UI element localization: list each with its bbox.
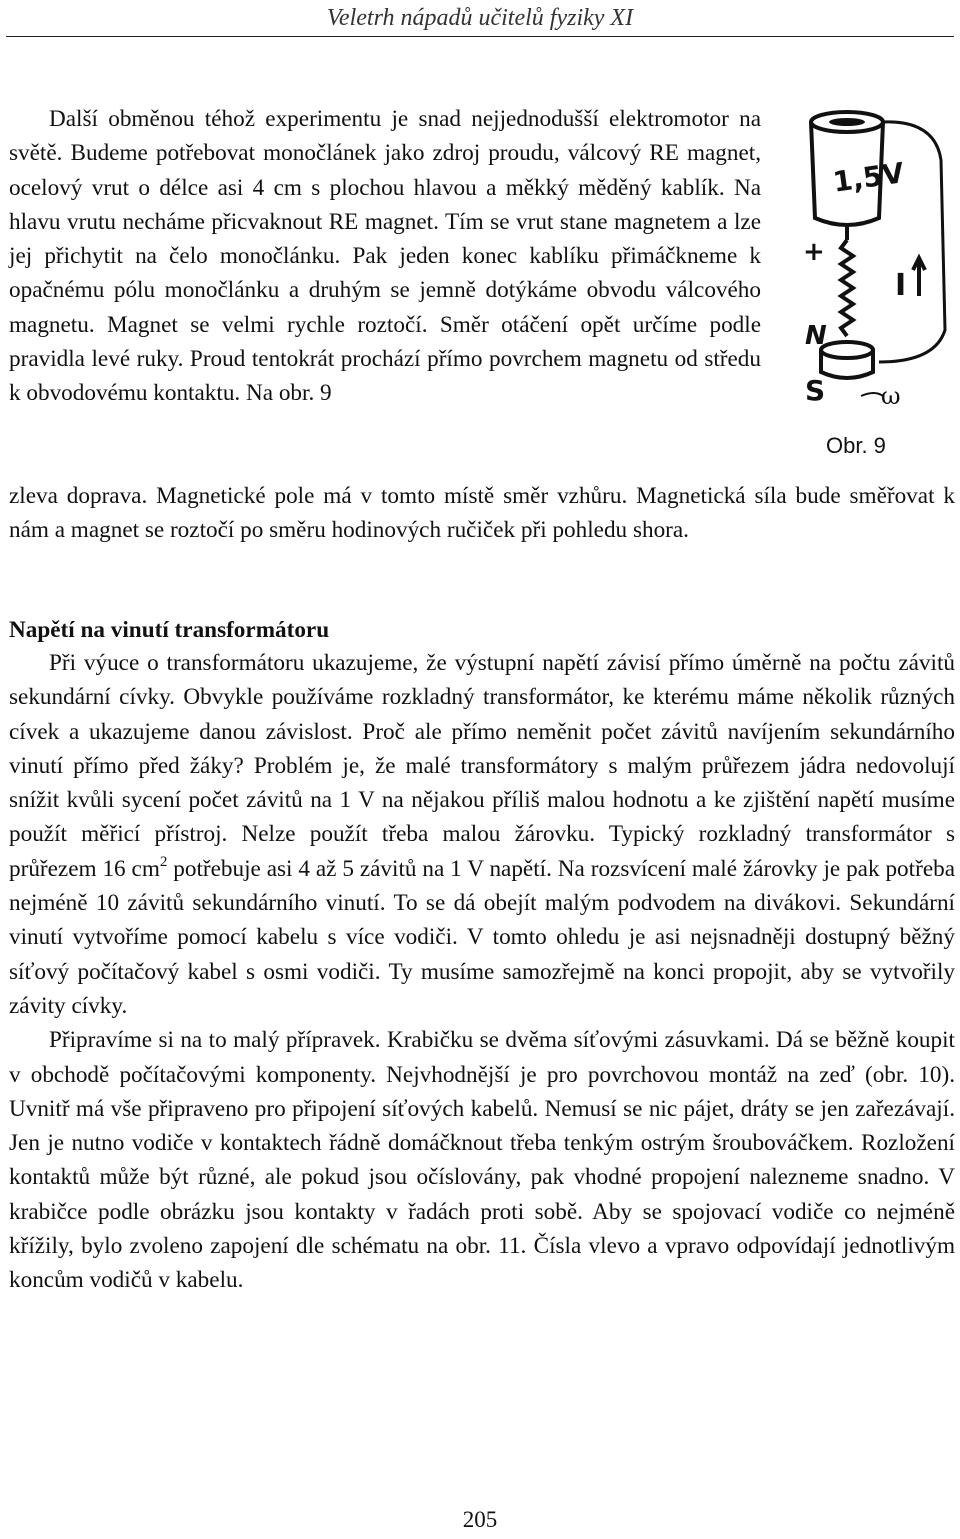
figure-9-homopolar-motor bbox=[795, 100, 955, 420]
squared-superscript: 2 bbox=[159, 853, 168, 870]
intro-wrapped-paragraph bbox=[9, 102, 761, 411]
battery-terminal bbox=[829, 118, 865, 126]
motor-drawing bbox=[795, 100, 955, 420]
intro-continued-paragraph bbox=[9, 479, 955, 548]
section-heading: Napětí na vinutí transformátoru bbox=[9, 617, 330, 643]
north-label: N bbox=[805, 321, 827, 351]
rotation-arrow-icon bbox=[861, 393, 883, 396]
south-label: S bbox=[805, 374, 826, 407]
omega-label: ω bbox=[881, 382, 901, 410]
paragraph-1-part-2: potřebuje asi 4 až 5 závitů na 1 V napětí. Na rozsvícení malé žárovky je pak potřeba nejméně 10 závitů sekundárního vinutí. To se dá obejít malým podvodem na divákovi. Sekundární vinutí vytvoříme pomocí kabelu s více vodiči. V tomto ohledu je asi nejsnadněji dostupný běžný síťový počítačový kabel s osmi vodiči. Ty musíme samozřejmě na konci propojit, aby se vytvořily závity cívky. bbox=[9, 855, 955, 1019]
transformer-paragraph-1 bbox=[9, 646, 955, 1023]
intro-continued-text: zleva doprava. Magnetické pole má v tomto místě směr vzhůru. Magnetická síla bude směřovat k nám a magnet se roztočí po směru hodinových ručiček při pohledu shora. bbox=[9, 483, 955, 544]
voltage-label: 1,5V bbox=[830, 156, 907, 199]
running-header bbox=[0, 0, 960, 40]
figure-9-caption: Obr. 9 bbox=[826, 433, 886, 458]
current-arrow-icon bbox=[913, 258, 925, 296]
plus-label: + bbox=[803, 237, 825, 267]
running-title: Veletrh nápadů učitelů fyziky XI bbox=[326, 5, 634, 31]
paragraph-1-part-1: Při výuce o transformátoru ukazujeme, že výstupní napětí závisí přímo úměrně na počtu závitů sekundární cívky. Obvykle používáme rozkladný transformátor, ke kterému máme několik různých cívek a ukazujeme danou závislost. Proč ale přímo neměnit počet závitů navíjením sekundárního vinutí přímo před žáky? Problém je, že malé transformátory s malým průřezem jádra nedovolují snížit kvůli sycení počet závitů na 1 V na nějakou příliš malou hodnotu a ke zjištění napětí musíme použít měřicí přístroj. Nelze použít třeba malou žárovku. Typický rozkladný transformátor s průřezem 16 cm bbox=[9, 650, 955, 882]
magnet-top bbox=[821, 342, 873, 358]
page-number: 205 bbox=[462, 1507, 498, 1532]
intro-paragraph-text: Další obměnou téhož experimentu je snad nejjednodušší elektromotor na světě. Budeme potřebovat monočlánek jako zdroj proudu, válcový RE magnet, ocelový vrut o délce asi 4 cm s plochou hlavou a měkký měděný kablík. Na hlavu vrutu necháme přicvaknout RE magnet. Tím se vrut stane magnetem a lze jej přichytit na čelo monočlánku. Pak jeden konec kablíku přimáčkneme k opačnému pólu monočlánku a druhým se jemně dotýkáme obvodu válcového magnetu. Magnet se velmi rychle roztočí. Směr otáčení opět určíme podle pravidla levé ruky. Proud tentokrát prochází přímo povrchem magnetu od středu k obvodovému kontaktu. Na obr. 9 bbox=[9, 106, 761, 407]
header-divider bbox=[6, 36, 954, 37]
transformer-section bbox=[9, 646, 955, 1298]
current-label: I bbox=[895, 268, 907, 303]
transformer-paragraph-2: Připravíme si na to malý přípravek. Krabičku se dvěma síťovými zásuvkami. Dá se běžně koupit v obchodě počítačovými komponenty. Nejvhodnější je pro povrchovou montáž na zeď (obr. 10). Uvnitř má vše připraveno pro připojení síťových kabelů. Nemusí se nic pájet, dráty se jen zařezávají. Jen je nutno vodiče v kontaktech řádně domáčknout třeba tenkým ostrým šroubováčkem. Rozložení kontaktů může být různé, ale pokud jsou očíslovány, pak vhodné propojení nalezneme snadno. V krabičce podle obrázku jsou kontakty v řadách proti sobě. Aby se spojovací vodiče co nejméně křížily, bylo zvoleno zapojení dle schématu na obr. 11. Čísla vlevo a vpravo odpovídají jednotlivým koncům vodičů v kabelu. bbox=[9, 1027, 955, 1294]
screw-thread bbox=[841, 240, 853, 336]
